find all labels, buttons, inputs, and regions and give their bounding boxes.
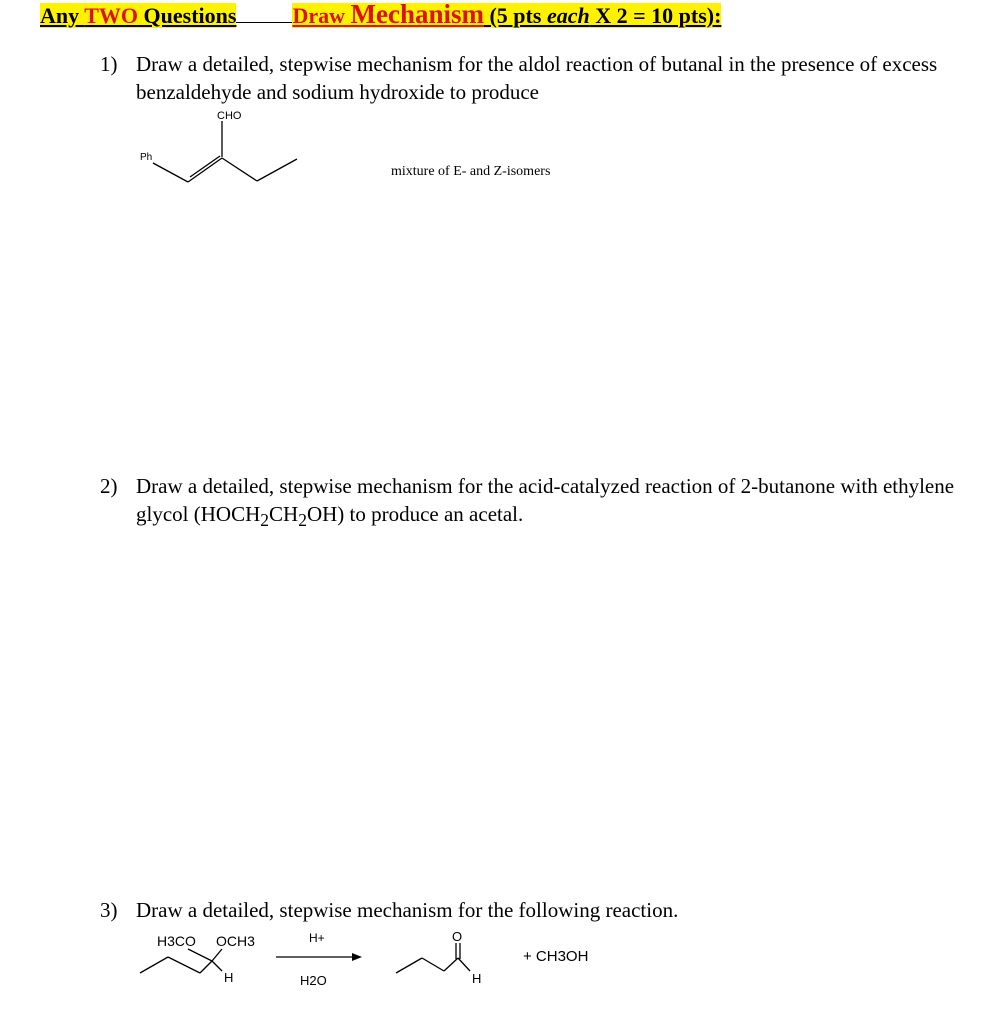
q1-product-structure: [130, 106, 310, 186]
cho-label: CHO: [217, 110, 242, 122]
methanol-byproduct: + CH3OH: [523, 948, 589, 965]
isomer-caption: mixture of E- and Z-isomers: [391, 164, 551, 179]
h-left-label: H: [224, 970, 234, 985]
header-draw-mechanism: Draw Mechanism: [292, 0, 484, 29]
header: [40, 0, 1000, 30]
question-1-text: Draw a detailed, stepwise mechanism for the aldol reaction of butanal in the presence of excess benzaldehyde and sodium hydroxide to produce: [136, 52, 938, 104]
ph-label: Ph: [140, 152, 153, 163]
header-points: (5 pts each X 2 = 10 pts):: [483, 3, 722, 28]
question-2-text: Draw a detailed, stepwise mechanism for the acid-catalyzed reaction of 2-butanone with ethylene glycol $(HOCH_2CH_2OH)$ to produce an acetal.: [136, 474, 955, 531]
och3-label: OCH3: [216, 933, 255, 949]
question-1-number: 1): [100, 52, 118, 76]
header-any-two-questions: Any TWO Questions: [40, 3, 237, 28]
q3-reaction-scheme: [130, 925, 630, 995]
question-3-text: Draw a detailed, stepwise mechanism for the following reaction.: [136, 898, 679, 922]
question-3-number: 3): [100, 898, 118, 922]
h3co-label: H3CO: [157, 933, 196, 949]
o-label: O: [452, 929, 463, 944]
header-underline-gap: [236, 2, 292, 23]
h-right-label: H: [472, 971, 482, 986]
reagent-h-plus: H+: [309, 931, 325, 945]
question-2-number: 2): [100, 474, 118, 498]
reagent-water: H2O: [300, 973, 327, 988]
